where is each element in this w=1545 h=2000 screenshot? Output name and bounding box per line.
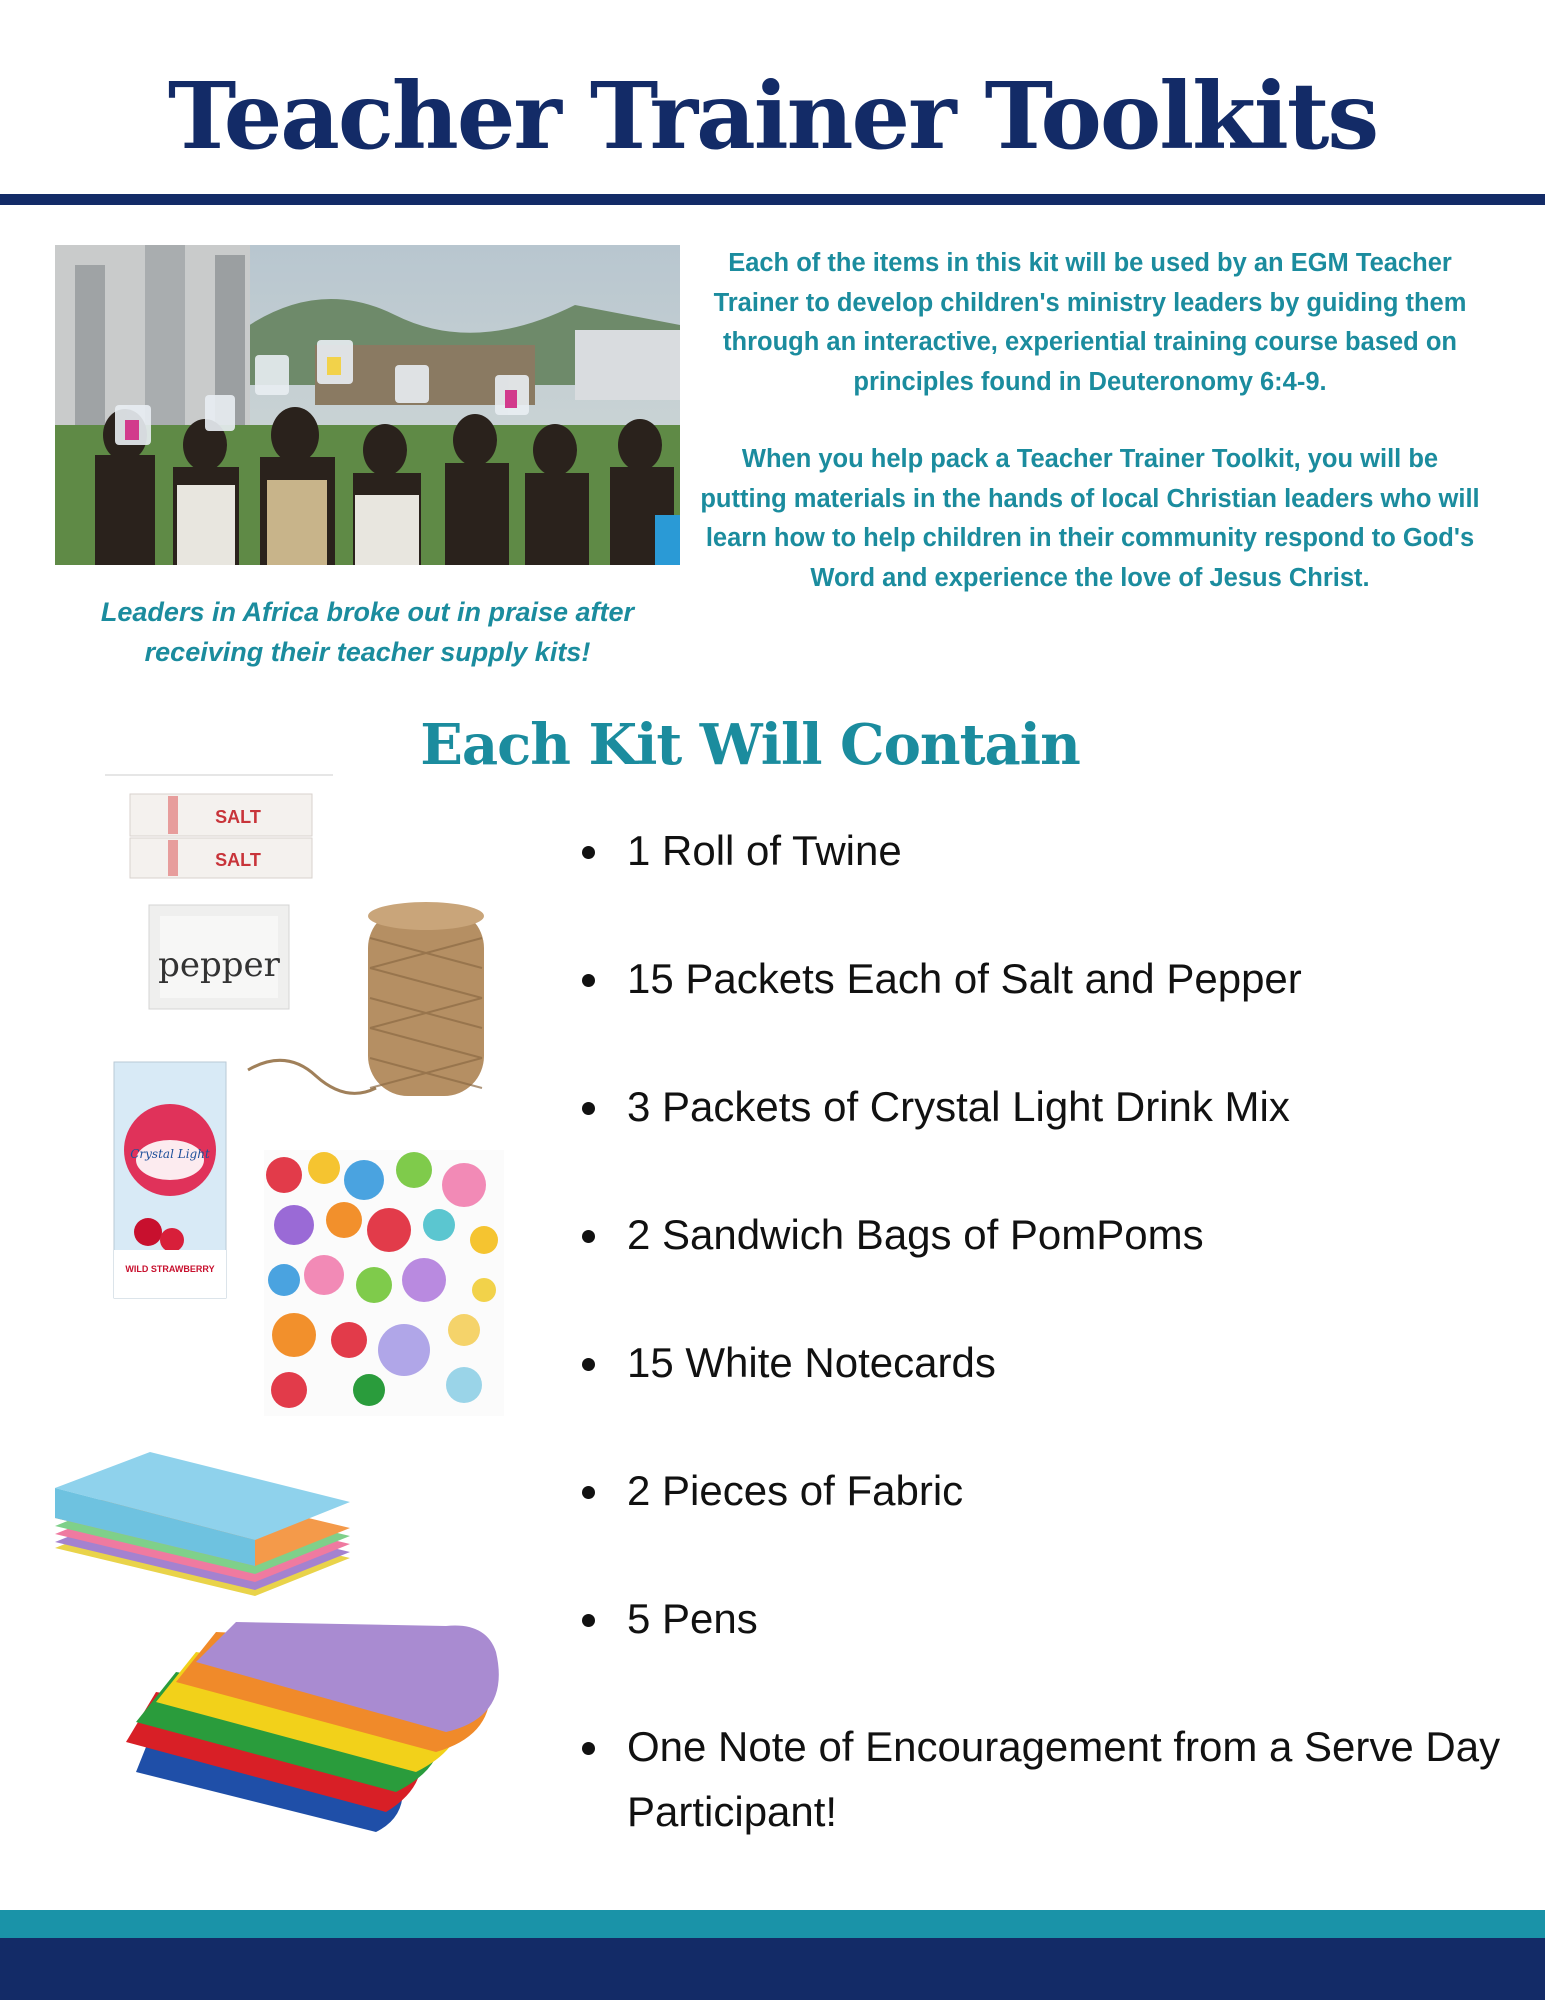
- list-item: 2 Sandwich Bags of PomPoms: [580, 1202, 1510, 1267]
- kit-heading: Each Kit Will Contain: [420, 712, 1080, 778]
- intro-paragraph-purpose: Each of the items in this kit will be used by an EGM Teacher Trainer to develop children's ministry leaders by guiding them through an interactive, experiential training course based on principles found in Deuteronomy 6:4-9.: [713, 249, 1467, 396]
- intro-paragraph-impact: When you help pack a Teacher Trainer Toolkit, you will be putting materials in the hands of local Christian leaders who will learn how to help children in their community respond to God's Word and experience the love of Jesus Christ.: [700, 445, 1480, 592]
- list-item: 5 Pens: [580, 1586, 1510, 1651]
- salt-label-top: SALT: [215, 807, 261, 827]
- page-title: Teacher Trainer Toolkits: [167, 62, 1378, 170]
- leaders-photo: [55, 245, 680, 565]
- footer-band-navy: [0, 1938, 1545, 2000]
- list-item: One Note of Encouragement from a Serve Day Participant!: [580, 1714, 1510, 1844]
- salt-label-bottom: SALT: [215, 850, 261, 870]
- footer-band-teal: [0, 1910, 1545, 1938]
- kit-contents-list: [580, 818, 1510, 1907]
- list-item: 15 White Notecards: [580, 1330, 1510, 1395]
- list-item: 15 Packets Each of Salt and Pepper: [580, 946, 1510, 1011]
- salt-packets-image: [128, 790, 314, 882]
- list-item: 1 Roll of Twine: [580, 818, 1510, 883]
- photo-caption: Leaders in Africa broke out in praise after receiving their teacher supply kits!: [100, 597, 635, 667]
- crystal-light-box-image: [112, 1060, 228, 1300]
- list-item: 2 Pieces of Fabric: [580, 1458, 1510, 1523]
- twine-roll-image: [246, 898, 491, 1108]
- pepper-label: pepper: [158, 945, 280, 985]
- list-item: 3 Packets of Crystal Light Drink Mix: [580, 1074, 1510, 1139]
- intro-text: [700, 244, 1480, 636]
- notecards-image: [55, 1448, 350, 1596]
- drink-brand-label: Crystal Light: [130, 1147, 210, 1161]
- salt-packets-divider: [105, 774, 333, 776]
- drink-flavor-label: WILD STRAWBERRY: [125, 1264, 215, 1274]
- title-divider: [0, 194, 1545, 205]
- fabric-pieces-image: [116, 1622, 512, 1834]
- pompoms-image: [264, 1150, 504, 1416]
